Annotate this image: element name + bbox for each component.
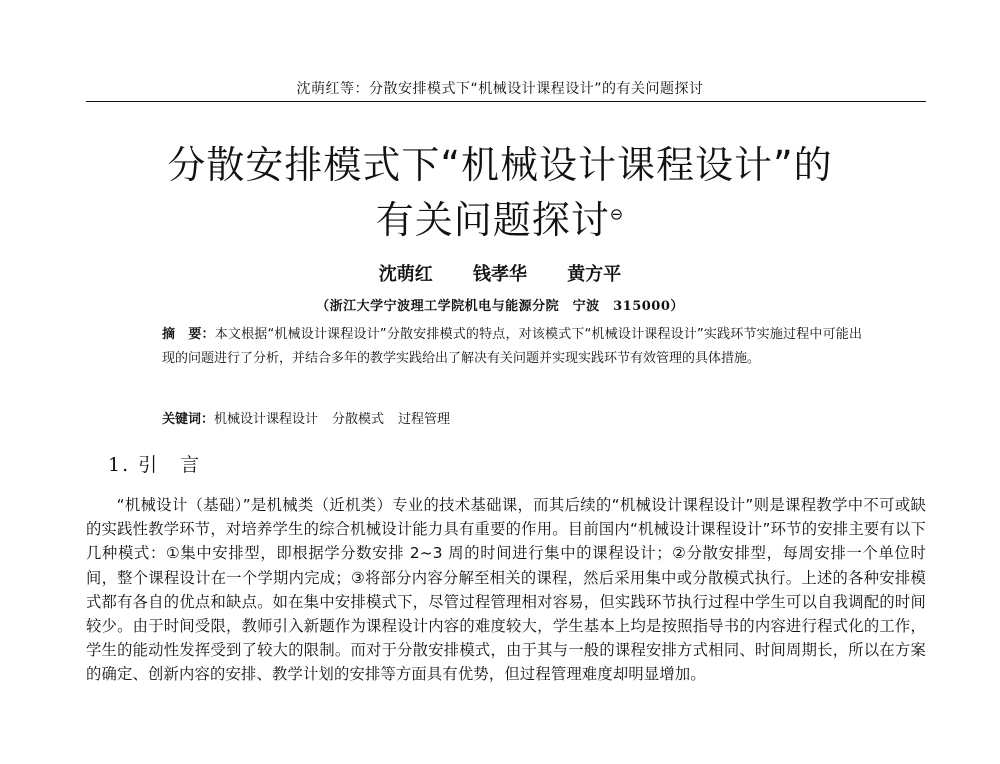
abstract-label: 摘 要： (162, 327, 215, 342)
authors (0, 260, 1000, 286)
title-footnote-mark: ⊖ (609, 204, 625, 224)
paper-title-line2-text: 有关问题探讨 (375, 198, 610, 242)
keyword-item: 过程管理 (398, 412, 451, 427)
keywords (162, 410, 862, 430)
author-name: 钱孝华 (473, 264, 527, 285)
affiliation: （浙江大学宁波理工学院机电与能源分院 宁波 315000） (316, 299, 684, 314)
keyword-item: 机械设计课程设计 (214, 412, 319, 427)
author-name: 沈萌红 (378, 264, 433, 285)
running-header: 沈萌红等：分散安排模式下“机械设计课程设计”的有关问题探讨 (296, 81, 704, 97)
header-rule (86, 101, 926, 102)
paper-title-line2 (0, 198, 1000, 242)
keyword-item: 分散模式 (332, 412, 385, 427)
section-heading: 1. 引 言 (108, 454, 202, 476)
paper-title-line1: 分散安排模式下“机械设计课程设计”的 (167, 143, 833, 187)
abstract-text: 本文根据“机械设计课程设计”分散安排模式的特点，对该模式下“机械设计课程设计”实践环节实施过程中可能出现的问题进行了分析，并结合多年的教学实践给出了解决有关问题并实现实践环节有效管理的具体措施。 (162, 327, 862, 366)
section-body-paragraph: “机械设计（基础）”是机械类（近机类）专业的技术基础课，而其后续的“机械设计课程设计”则是课程教学中不可或缺的实践性教学环节，对培养学生的综合机械设计能力具有重要的作用。目前国内“机械设计课程设计”环节的安排主要有以下几种模式：①集中安排型，即根据学分数安排 2~3 周的时间进行集中的课程设计；②分散安排型，每周安排一个单位时间，整个课程设计在一个学期内完成；③将部分内容分解至相关的课程，然后采用集中或分散模式执行。上述的各种安排模式都有各自的优点和缺点。如在集中安排模式下，尽管过程管理相对容易，但实践环节执行过程中学生可以自我调配的时间较少。由于时间受限，教师引入新题作为课程设计内容的难度较大，学生基本上均是按照指导书的内容进行程式化的工作，学生的能动性发挥受到了较大的限制。而对于分散安排模式，由于其与一般的课程安排方式相同、时间周期长，所以在方案的确定、创新内容的安排、教学计划的安排等方面具有优势，但过程管理难度却明显增加。 (86, 496, 926, 684)
abstract (162, 323, 862, 371)
author-name: 黄方平 (567, 264, 622, 285)
keywords-label: 关键词： (162, 412, 215, 427)
